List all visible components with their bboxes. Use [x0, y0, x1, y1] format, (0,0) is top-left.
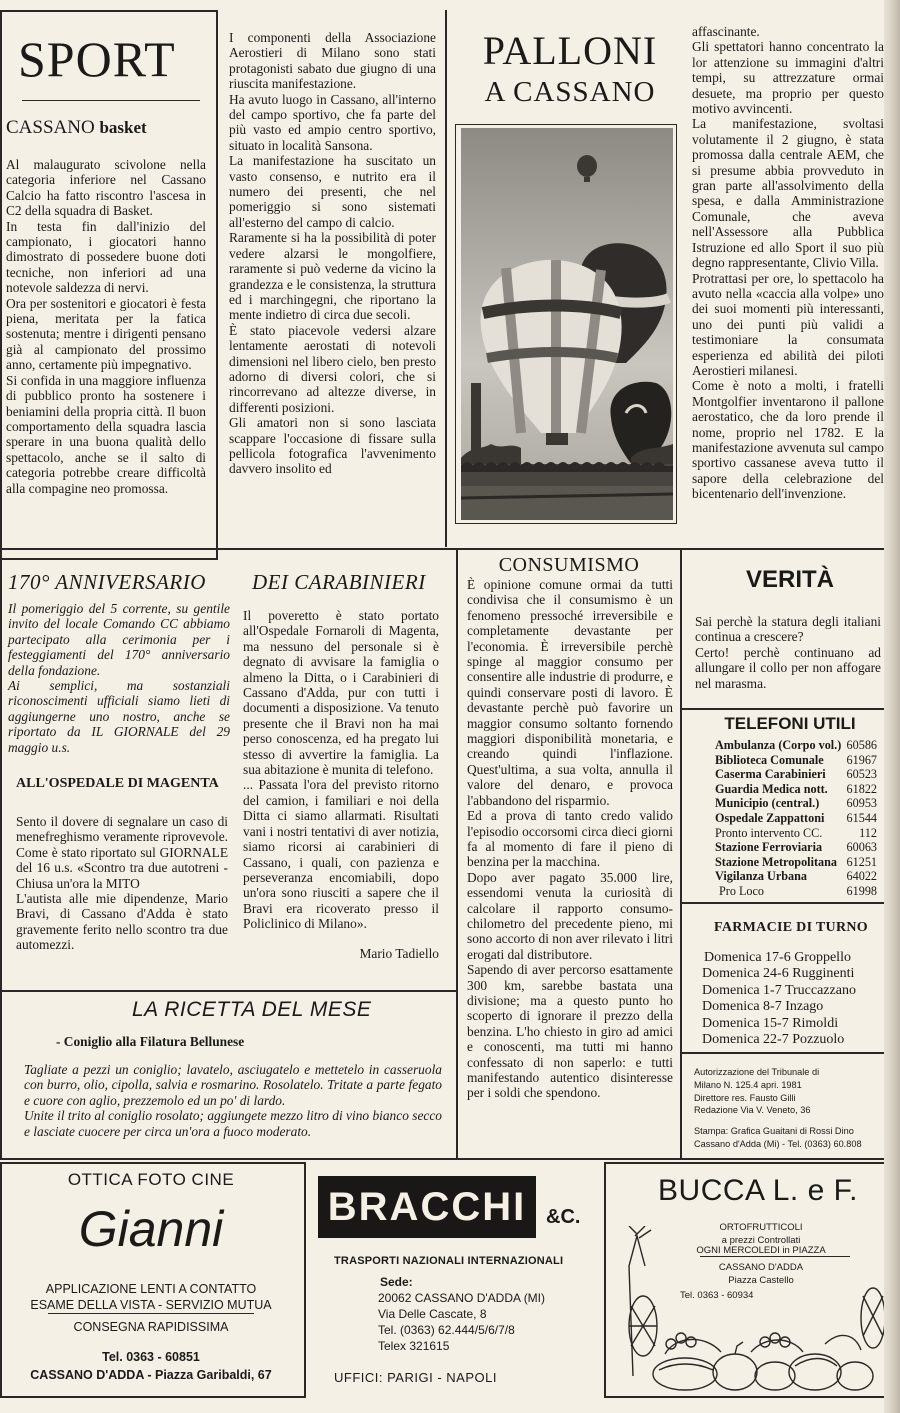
telefoni-number: 60063	[846, 840, 877, 855]
aerostieri-paragraph: I componenti della Associazione Aerostieri di Milano sono stati protagonisti sabato due giugno di una riuscita manifestazione.	[229, 30, 436, 92]
ad-bucca-line: a prezzi Controllati	[721, 1235, 801, 1246]
telefoni-entry	[715, 796, 877, 811]
ricetta-body	[24, 1062, 442, 1139]
telefoni-name: Municipio (central.)	[715, 796, 820, 811]
telefoni-name: Biblioteca Comunale	[715, 752, 824, 767]
ad-ottica-tel: Tel. 0363 - 60851	[102, 1350, 200, 1364]
farmacie-entry: Domenica 8-7 Inzago	[702, 999, 824, 1015]
ad-bucca-line: ORTOFRUTTICOLI	[719, 1222, 803, 1233]
anniversario-paragraph: Sento il dovere di segnalare un caso di menefreghismo veramente riprovevole. Come è stato riportato sul GIORNALE del 16 u.s. «Scontro tra due autotreni - Chiusa un'ora la MITO	[16, 814, 228, 891]
ad-ottica-line: APPLICAZIONE LENTI A CONTATTO	[45, 1282, 257, 1296]
verita-title: VERITÀ	[745, 566, 834, 593]
telefoni-entry	[715, 767, 877, 782]
page-binding-edge	[884, 0, 900, 1413]
ad-bucca-line: Piazza Castello	[728, 1275, 794, 1286]
telefoni-list	[715, 738, 877, 899]
anniversario-body-left	[16, 814, 228, 953]
consumismo-article	[467, 577, 673, 1101]
bracchi-uffici: UFFICI: PARIGI - NAPOLI	[334, 1370, 497, 1385]
consumismo-title: CONSUMISMO	[498, 554, 640, 576]
telefoni-number: 60523	[846, 767, 877, 782]
telefoni-name: Stazione Metropolitana	[715, 854, 837, 869]
anniversario-intro	[8, 601, 230, 755]
aerostieri-paragraph: Gli amatori non si sono lasciata scappare l'occasione di fissare sulla pellicola fotografica l'avvenimento davvero insolito ed	[229, 415, 436, 477]
palloni-paragraph: affascinante.	[692, 24, 760, 39]
ricetta-paragraph: Unite il trito al coniglio rosolato; aggiungete mezzo litro di vino bianco secco e lasciate cuocere per circa un'ora a fuoco moderato.	[24, 1108, 442, 1139]
farmacie-entry: Domenica 22-7 Pozzuolo	[702, 1032, 845, 1048]
telefoni-entry	[715, 811, 877, 826]
bracchi-address-line: Tel. (0363) 62.444/5/6/7/8	[378, 1323, 515, 1337]
bracchi-logo-suffix: &C.	[546, 1206, 581, 1228]
telefoni-name: Stazione Ferroviaria	[715, 840, 823, 855]
sport-title-rule	[22, 100, 200, 101]
farmacie-title: FARMACIE DI TURNO	[714, 920, 868, 935]
consumismo-paragraph: Dopo aver pagato 35.000 lire, essendomi venuta la curiosità di calcolare il rapporto consumo-chilometro del precedente pieno, mi sono accorto di non aver rilevato i litri erogati dal distributore.	[467, 869, 673, 962]
balloon-photo	[461, 128, 673, 520]
ad-ottica-title: OTTICA FOTO CINE	[67, 1170, 235, 1189]
telefoni-name: Ambulanza (Corpo vol.)	[715, 738, 842, 752]
ad-ottica-line: ESAME DELLA VISTA - SERVIZIO MUTUA	[30, 1298, 272, 1312]
ricetta-paragraph: Tagliate a pezzi un coniglio; lavatelo, asciugatelo e mettetelo in casseruola con burro, olio, cipolla, salvia e rosmarino. Rosolatelo. Tritate a parte fegato e cuore con aglio, prezzemolo ed un po' di lardo.	[24, 1062, 442, 1108]
palloni-subtitle: A CASSANO	[484, 76, 656, 108]
telefoni-number: 61998	[846, 883, 877, 898]
sport-paragraph: In testa fin dall'inizio del campionato, i giocatori hanno dimostrato di possedere buone doti tecniche, non inferiori ad una notevole saldezza di nervi.	[6, 218, 206, 296]
ad-bucca-rule	[700, 1256, 850, 1257]
telefoni-name: Vigilanza Urbana	[715, 869, 807, 884]
bracchi-logo-text: BRACCHI	[327, 1185, 527, 1229]
sport-paragraph: Al malaugurato scivolone nella categoria inferiore nel Cassano Calcio ha fatto riscontro l'ascesa in C2 della squadra di Basket.	[6, 157, 206, 219]
sport-title: SPORT	[18, 31, 176, 87]
telefoni-number: 61967	[846, 752, 877, 767]
anniversario-intro-paragraph: Ai semplici, ma sostanziali riconoscimenti ufficiali siamo lieti di aggiungerne uno nostro, anche se riportato da IL GIORNALE del 29 maggio u.s.	[8, 678, 230, 755]
ad-bucca-line: CASSANO D'ADDA	[718, 1262, 804, 1273]
telefoni-name: Pro Loco	[719, 883, 765, 898]
telefoni-number: 61544	[846, 810, 877, 825]
sport-paragraph: Ora per sostenitori e giocatori è festa piena, meritata per la fatica sostenuta; mentre i dirigenti pensano già al campionato del prossimo anno, certamente più impegnativo.	[6, 295, 206, 373]
telefoni-entry	[715, 738, 877, 753]
autorizzazione-line: Cassano d'Adda (Mi) - Tel. (0363) 60.808	[694, 1138, 862, 1149]
autorizzazione-line: Redazione Via V. Veneto, 36	[694, 1105, 811, 1116]
ad-ottica-address: CASSANO D'ADDA - Piazza Garibaldi, 67	[30, 1368, 272, 1382]
bracchi-address-line: Via Delle Cascate, 8	[378, 1307, 487, 1321]
palloni-title: PALLONI	[482, 28, 658, 73]
anniversario-intro-paragraph: Il pomeriggio del 5 corrente, su gentile invito del locale Comando CC abbiamo partecipato alla cerimonia per i festeggiamenti del 170° anniversario della fondazione.	[8, 601, 230, 678]
aerostieri-paragraph: È stato piacevole vedersi alzare lentamente aerostati di notevoli dimensioni nel libero cielo, ben presto adorno di diversi colori, che si rincorrevano ad altezze diverse, in differenti posizioni.	[229, 322, 436, 415]
farmacie-entry: Domenica 1-7 Truccazzano	[702, 982, 856, 998]
farmacie-entry: Domenica 17-6 Groppello	[704, 950, 851, 965]
palloni-paragraph: Come è noto a molti, i fratelli Montgolfier inventarono il pallone aerostatico, che da loro prende il nome, proprio nel 1782. E la manifestazione avvenuta sul campo sportivo cassanese aveva tutto il sapore della celebrazione del bicentenario dell'invenzione.	[692, 378, 884, 502]
telefoni-number: 61822	[846, 781, 877, 796]
autorizzazione-line: Autorizzazione del Tribunale di	[694, 1067, 820, 1077]
consumismo-paragraph: È opinione comune ormai da tutti condivisa che il consumismo è un fenomeno pressoché irreversibile e completamente devastante per l'economia. È irreversibile perchè spinge al maggior consumo per consentire alle industrie di produrre, e quindi conservare posti di lavoro. È devastante perchè può favorire un maggior consumo soltanto fornendo maggiori disponibilità monetaria, e creando quindi l'inflazione. Quest'ultima, a sua volta, annulla il valore del denaro, e provoca l'abbandono del risparmio.	[467, 577, 673, 808]
farmacie-entry: Domenica 15-7 Rimoldi	[702, 1015, 839, 1031]
autorizzazione-line: Milano N. 125.4 apri. 1981	[694, 1079, 802, 1090]
verita-paragraph: Sai perchè la statura degli italiani continua a crescere?	[695, 614, 881, 645]
sport-subtitle-town: CASSANO	[6, 117, 95, 138]
autorizzazione-line: Stampa: Grafica Guaitani di Rossi Dino	[694, 1126, 854, 1137]
autorizzazione-line: Direttore res. Fausto Gilli	[694, 1092, 796, 1103]
telefoni-number: 60586	[846, 738, 877, 752]
aerostieri-paragraph: La manifestazione ha suscitato un vasto consenso, e nutrito era il numero dei presenti, che nel pomeriggio si sono sistemati all'esterno del campo di calcio.	[229, 153, 436, 230]
aerostieri-paragraph: Raramente si ha la possibilità di poter vedere alzarsi le mongolfiere, raramente si può vederne da vicino la grandezza e le consistenza, la struttura ed i marchingegni, che riportano la mente indietro di circa due secoli.	[229, 230, 436, 323]
telefoni-entry	[715, 782, 877, 797]
telefoni-title: TELEFONI UTILI	[724, 714, 856, 733]
telefoni-name: Caserma Carabinieri	[715, 767, 826, 782]
ad-bucca-title: BUCCA L. e F.	[658, 1174, 858, 1207]
ricetta-subtitle: - Coniglio alla Filatura Bellunese	[56, 1034, 245, 1049]
palloni-paragraph: Gli spettatori hanno concentrato la lor attenzione su immagini d'altri tempi, su attrezzature ormai desuete, ma proprio per questo motivo avvincenti.	[692, 39, 884, 117]
ad-bucca-tel: Tel. 0363 - 60934	[680, 1290, 754, 1301]
bracchi-sede-label: Sede:	[380, 1275, 413, 1289]
telefoni-number: 60953	[846, 796, 877, 811]
farmacie-entry: Domenica 24-6 Rugginenti	[702, 966, 855, 982]
anniversario-paragraph: L'autista alle mie dipendenze, Mario Bravi, di Cassano d'Adda è stato gravemente ferito nello scontro tra due automezzi.	[16, 891, 228, 953]
ad-ottica-rule	[48, 1313, 254, 1314]
telefoni-entry	[715, 753, 877, 768]
anniversario-title-left: 170° ANNIVERSARIO	[8, 570, 206, 594]
bracchi-address-line: Telex 321615	[378, 1339, 450, 1353]
telefoni-entry	[715, 869, 877, 884]
sport-subtitle-topic: basket	[99, 118, 147, 137]
sport-paragraph: Si confida in una maggiore influenza di pubblico pronto ha sostenere i beniamini della propria città. Il buon comportamento della squadra lascia sperare in una buona qualità dello spettacolo, anche se il salto di categoria potrebbe creare difficoltà alla compagine neo promossa.	[6, 372, 206, 496]
verita-paragraph: Certo! perchè continuano ad allungare il collo per non affogare nel marasma.	[695, 644, 881, 691]
telefoni-entry	[715, 855, 877, 870]
anniversario-signature: Mario Tadiello	[359, 946, 439, 961]
autorizzazione-block	[694, 1066, 888, 1151]
farmacie-list	[702, 950, 882, 1048]
consumismo-paragraph: Ed a prova di tanto credo valido l'episodio occorsomi circa dieci giorni fa al momento di fare il pieno di benzina per la macchina.	[467, 808, 673, 870]
palloni-paragraph: La manifestazione, svoltasi volutamente il 2 giugno, è stata promossa dalla centrale AEM, che si presume abbia provveduto in gran parte all'assolvimento della spesa, e dalla Amministrazione Comunale, che aveva nell'Assessore alla Pubblica Istruzione ed allo Sport il suo più degno rappresentante, Clivio Villa.	[692, 116, 884, 271]
anniversario-heading: ALL'OSPEDALE DI MAGENTA	[16, 776, 219, 791]
ad-ottica-line: CONSEGNA RAPIDISSIMA	[73, 1320, 229, 1334]
sport-subtitle	[6, 117, 147, 139]
telefoni-entry	[715, 884, 877, 899]
column-divider	[445, 10, 447, 547]
telefoni-name: Pronto intervento CC.	[715, 825, 823, 840]
telefoni-entry	[715, 840, 877, 855]
bracchi-subtitle: TRASPORTI NAZIONALI INTERNAZIONALI	[334, 1255, 564, 1267]
palloni-paragraph: Protrattasi per ore, lo spettacolo ha avuto nella «caccia alla volpe» uno dei suoi momenti più interessanti, uno dei punti più validi a testimoniare la consumata esperienza ed abilità dei piloti Aerostieri milanesi.	[692, 270, 884, 378]
bracchi-address-line: 20062 CASSANO D'ADDA (MI)	[378, 1291, 546, 1305]
aerostieri-paragraph: Ha avuto luogo in Cassano, all'interno del campo sportivo, che fa parte del più vasto ed ampio centro sportivo, situato in località Sansona.	[229, 91, 436, 153]
sport-article	[6, 157, 206, 496]
telefoni-number: 112	[859, 825, 877, 840]
ricetta-title: LA RICETTA DEL MESE	[132, 998, 372, 1021]
anniversario-body-right	[243, 608, 439, 932]
palloni-article	[692, 24, 884, 502]
telefoni-name: Ospedale Zappattoni	[715, 810, 825, 825]
ad-ottica-name: Gianni	[78, 1201, 224, 1257]
ad-bucca-line: OGNI MERCOLEDI in PIAZZA	[696, 1245, 826, 1256]
telefoni-name: Guardia Medica nott.	[715, 781, 828, 796]
telefoni-number: 61251	[846, 854, 877, 869]
anniversario-paragraph: ... Passata l'ora del previsto ritorno del camion, i familiari e noi della Ditta ci siamo allarmati. Risultati vani i nostri tentativi di aver notizia, siamo ricorsi ai carabinieri di Cassano, i quali, con pazienza e perseveranza encomiabili, dopo un'ora sono riusciti a sapere che il Bravi era ricoverato presso il Policlinico di Milano».	[243, 777, 439, 932]
anniversario-paragraph: Il poveretto è stato portato all'Ospedale Fornaroli di Magenta, ma nessuno del personale si è degnato di avvisare la famiglia o almeno la Ditta, o i Carabinieri di Cassano d'Adda, pur con tutti i documenti a disposizione. Va tenuto presente che il Bravi non ha mai perso conoscenza, ed ha pregato lui stesso di avvertire la famiglia. La sua abitazione è munita di telefono.	[243, 608, 439, 778]
aerostieri-article	[229, 30, 436, 477]
anniversario-title-right: DEI CARABINIERI	[252, 570, 426, 594]
consumismo-paragraph: Sapendo di aver percorso esattamente 300 km, sarebbe bastata una divisione; ma a questo punto ho scoperto di ignorare il prezzo della benzina. L'ho chiesto in giro ad amici e conoscenti, ma tutti mi hanno confessato di non saperlo: e tutti manifestando autentico disinteresse per i soldi che spendono.	[467, 962, 673, 1101]
telefoni-number: 64022	[846, 869, 877, 884]
verita-body	[695, 614, 881, 691]
telefoni-entry	[715, 826, 877, 841]
